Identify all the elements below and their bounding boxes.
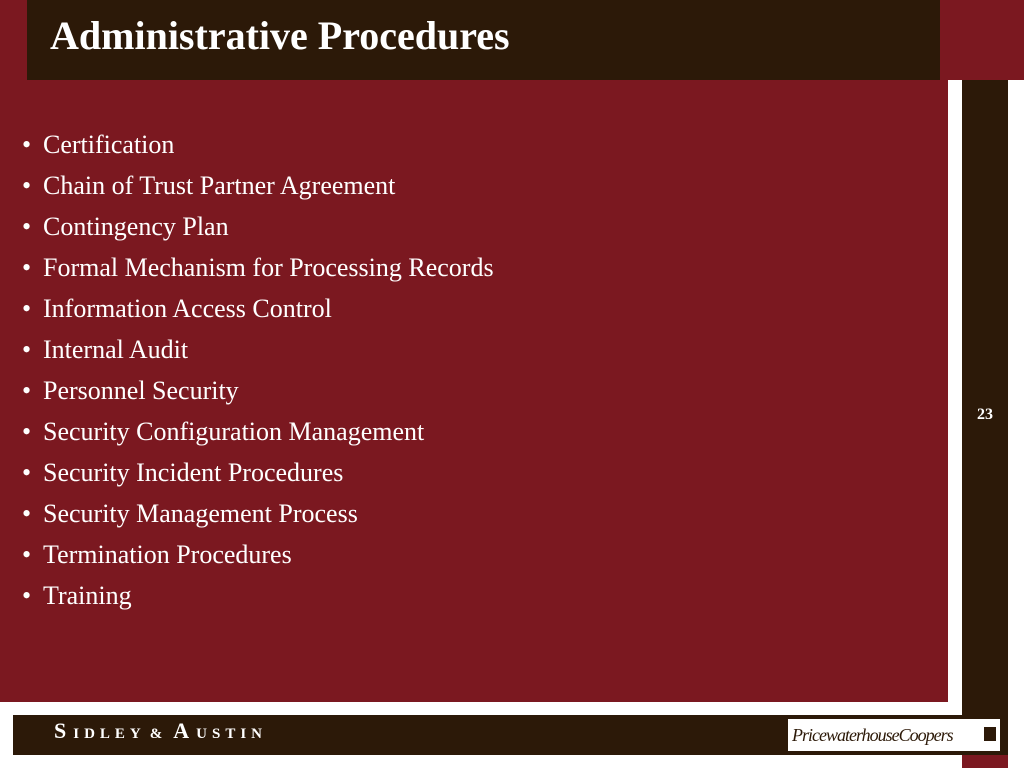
bullet-item: [22, 534, 494, 575]
bullet-glyph: •: [22, 499, 32, 528]
bullet-text: Personnel Security: [43, 376, 239, 405]
bullet-text: Internal Audit: [43, 335, 189, 364]
bullet-item: [22, 493, 494, 534]
bullet-text: Security Configuration Management: [43, 417, 425, 446]
bullet-glyph: •: [22, 171, 32, 200]
bullet-item: [22, 370, 494, 411]
footer-left-strip: [0, 715, 13, 755]
bullet-list: [22, 124, 494, 616]
slide-number: 23: [977, 406, 993, 423]
right-sidebar: [962, 80, 1008, 725]
bullet-glyph: •: [22, 253, 32, 282]
bullet-glyph: •: [22, 294, 32, 323]
bullet-item: [22, 411, 494, 452]
bullet-text: Termination Procedures: [43, 540, 292, 569]
right-edge: [1008, 80, 1024, 768]
svg-text:PricewaterhouseCoopers: PricewaterhouseCoopers: [792, 725, 953, 745]
bullet-text: Formal Mechanism for Processing Records: [43, 253, 494, 282]
bullet-text: Security Management Process: [43, 499, 358, 528]
bullet-item: [22, 575, 494, 616]
slide-title: Administrative Procedures: [50, 13, 510, 58]
bullet-item: [22, 165, 494, 206]
bullet-glyph: •: [22, 581, 32, 610]
pricewaterhousecoopers-logo: [788, 719, 1000, 751]
right-divider: [948, 80, 962, 768]
bullet-glyph: •: [22, 417, 32, 446]
bullet-glyph: •: [22, 376, 32, 405]
bullet-text: Certification: [43, 130, 175, 159]
bullet-glyph: •: [22, 130, 32, 159]
bullet-text: Training: [43, 581, 132, 610]
bullet-text: Contingency Plan: [43, 212, 229, 241]
bullet-item: [22, 288, 494, 329]
bullet-glyph: •: [22, 540, 32, 569]
bullet-glyph: •: [22, 335, 32, 364]
bullet-text: Information Access Control: [43, 294, 332, 323]
bullet-text: Chain of Trust Partner Agreement: [43, 171, 396, 200]
bullet-item: [22, 247, 494, 288]
bullet-text: Security Incident Procedures: [43, 458, 344, 487]
svg-text:SIDLEY&AUSTIN: S IDLEY & A USTIN: [54, 718, 268, 743]
bullet-item: [22, 124, 494, 165]
bullet-item: [22, 452, 494, 493]
sidley-austin-logo: [54, 718, 294, 750]
bullet-item: [22, 329, 494, 370]
title-bar: [27, 0, 940, 80]
bullet-glyph: •: [22, 212, 32, 241]
bullet-glyph: •: [22, 458, 32, 487]
bullet-item: [22, 206, 494, 247]
